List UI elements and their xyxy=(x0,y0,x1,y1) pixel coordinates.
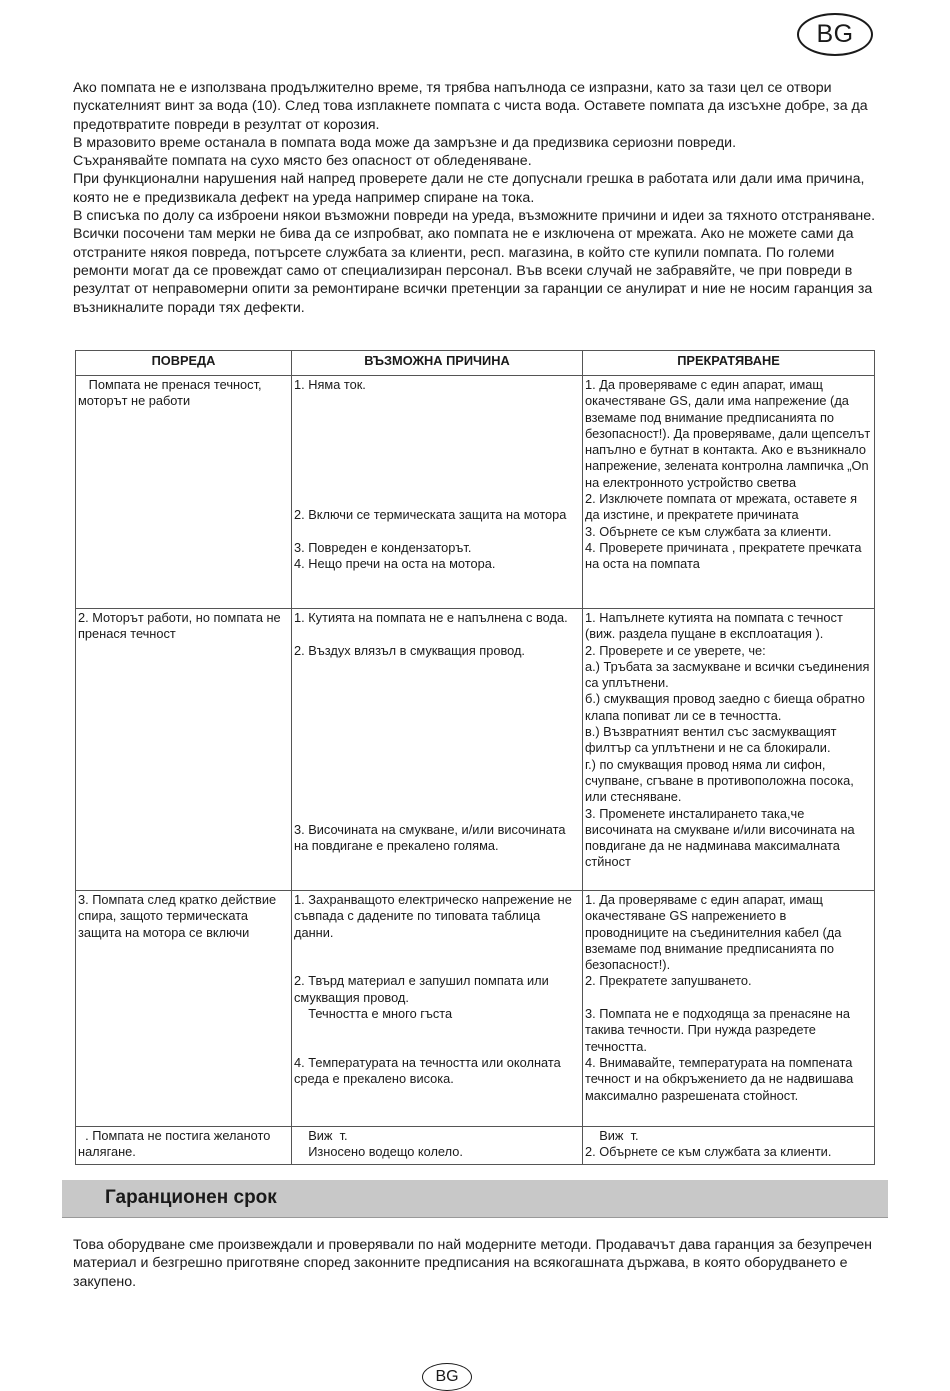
section-banner xyxy=(62,1180,888,1218)
cause-item: 3. Височината на смукване, и/или височината на повдигане е прекалено голяма. xyxy=(294,821,566,854)
cause-item: 3. Повреден е кондензаторът. xyxy=(294,539,472,555)
remedy-item: г.) по смукващия провод няма ли сифон, счупване, сгъване в противоположна посока, или стесняване. xyxy=(585,756,854,805)
column-header-fault: ПОВРЕДА xyxy=(76,351,292,376)
remedy-item: 2. Прекратете запушването. xyxy=(585,973,752,989)
cause-item: 1. Кутията на помпата не е напълнена с вода. xyxy=(294,610,568,625)
remedy-item: 3. Помпата не е подходяща за пренасяне на такива течности. При нужда разредете течността. xyxy=(585,1006,850,1054)
intro-paragraph: Съхранявайте помпата на сухо място без опасност от обледеняване. xyxy=(73,153,532,170)
remedy-cell xyxy=(583,376,875,609)
column-header-remedy: ПРЕКРАТЯВАНЕ xyxy=(583,351,875,376)
intro-paragraph: В мразовито време останала в помпата вода може да замръзне и да предизвика сериозни повреди. xyxy=(73,134,737,151)
remedy-item: 1. Напълнете кутията на помпата с течност (виж. раздела пущане в експлоатация ). xyxy=(585,610,843,642)
remedy-item: а.) Тръбата за засмукване и всички съединения са уплътнени. xyxy=(585,658,870,691)
table-row xyxy=(76,1127,875,1165)
cause-item: 4. Температурата на течността или околната среда е прекалено висока. xyxy=(294,1054,561,1087)
column-header-cause: ВЪЗМОЖНА ПРИЧИНА xyxy=(292,351,583,376)
cause-item: 2. Въздух влязъл в смукващия провод. xyxy=(294,642,525,658)
table-header-row xyxy=(76,351,875,376)
fault-text: Помпата не пренася течност, моторът не работи xyxy=(78,377,266,409)
fault-text: . Помпата не постига желаното налягане. xyxy=(78,1128,274,1160)
cause-cell xyxy=(292,891,583,1127)
remedy-item: 2. Обърнете се към службата за клиенти. xyxy=(585,1144,832,1160)
remedy-cell xyxy=(583,1127,875,1165)
intro-paragraph: При функционални нарушения най напред проверете дали не сте допуснали грешка в работата или дали има причина, която не е предизвикала дефект на уреда например спиране на тока. xyxy=(73,171,865,206)
remedy-item: 2. Изключете помпата от мрежата, оставете я да изстине, и прекратете причината xyxy=(585,491,858,523)
fault-text: 3. Помпата след кратко действие спира, защото термическата защита на мотора се включи xyxy=(78,892,277,940)
page-language-badge: BG xyxy=(422,1363,472,1391)
remedy-item: 3. Променете инсталирането така,че височината на смукване и/или височината на повдигане да не надминава максималната стйност xyxy=(585,805,855,870)
fault-cell xyxy=(76,891,292,1127)
language-badge: BG xyxy=(797,13,873,56)
fault-cell xyxy=(76,376,292,609)
fault-cell xyxy=(76,1127,292,1165)
table-row xyxy=(76,376,875,609)
section-title: Гаранционен срок xyxy=(105,1187,277,1208)
remedy-item: 4. Внимавайте, температурата на помпената течност и на обкръжението да не надвишава максимално разрешената стойност. xyxy=(585,1054,854,1103)
cause-item: Течността е много гъста xyxy=(294,1006,453,1022)
intro-paragraph: В списъка по долу са изброени някои възможни повреди на уреда, възможните причини и идеи за тяхното отстраняване. Всички посочени там мерки не бива да се изпробват, ако помпата не е изключена от мрежата. Ако не можете сами да отстраните някоя повреда, потърсете службата за клиенти, респ. магазина, в който сте купили помпата. По големи ремонти могат да се провеждат само от специализиран персонал. Във всеки случай не забравяйте, че при повреди в резултат от неправомерни опити за ремонтиране всички претенции за гаранции се анулират и ние не носим гаранция за възникналите поради тях дефекти. xyxy=(73,208,876,316)
cause-item: Износено водещо колело. xyxy=(294,1144,463,1160)
intro-text xyxy=(73,79,883,317)
remedy-item: 4. Проверете причината , прекратете пречката на оста на помпата xyxy=(585,539,862,572)
remedy-item: 3. Обърнете се към службата за клиенти. xyxy=(585,523,832,539)
cause-item: Виж т. xyxy=(294,1128,348,1143)
fault-text: 2. Моторът работи, но помпата не пренася течност xyxy=(78,610,281,642)
cause-item: 1. Няма ток. xyxy=(294,377,366,392)
warranty-text: Това оборудване сме произвеждали и проверявали по най модерните методи. Продавачът дава гаранция за безупречен материал и безгрешно приготвяне според законните предписания на всякогашната държава, в която оборудването е закупено. xyxy=(73,1237,872,1290)
remedy-cell xyxy=(583,891,875,1127)
remedy-item: 1. Да проверяваме с един апарат, имащ окачестяване GS напрежението в проводниците на съединителния кабел (да вземаме под внимание предписанията по безопасност!). xyxy=(585,892,842,973)
table-row xyxy=(76,609,875,891)
remedy-cell xyxy=(583,609,875,891)
cause-cell xyxy=(292,609,583,891)
fault-cell xyxy=(76,609,292,891)
cause-item: 2. Твърд материал е запушил помпата или смукващия провод. xyxy=(294,973,549,1005)
remedy-item: б.) смукващия провод заедно с биеща обратно клапа попиват ли се в течността. xyxy=(585,691,865,723)
cause-item: 4. Нещо пречи на оста на мотора. xyxy=(294,556,496,572)
cause-item: 2. Включи се термическата защита на мотора xyxy=(294,507,567,523)
remedy-item: 2. Проверете и се уверете, че: xyxy=(585,642,766,658)
table-row xyxy=(76,891,875,1127)
cause-item: 1. Захранващото електрическо напрежение не съвпада с дадените по типовата таблица данни. xyxy=(294,892,572,940)
cause-cell xyxy=(292,1127,583,1165)
cause-cell xyxy=(292,376,583,609)
troubleshooting-table xyxy=(75,350,875,1165)
remedy-item: в.) Възвратният вентил със засмукващият филтър са уплътнени и не са блокирали. xyxy=(585,724,837,756)
intro-paragraph: Ако помпата не е използвана продължително време, тя трябва напълнода се изпразни, като за тази цел се отвори пускателният винт за вода (10). След това изплакнете помпата с чиста вода. Оставете помпата да изсъхне добре, за да предотвратите повреди в резултат от корозия. xyxy=(73,80,868,133)
remedy-item: 1. Да проверяваме с един апарат, имащ окачестяване GS, дали има напрежение (да вземаме под внимание предписанията по безопасност!). Да проверяваме, дали щепселът напълно е бутнат в контакта. Ако е възникнало напрежение, зелената контролна лампичка „On на електронното устройство светва xyxy=(585,377,871,490)
remedy-item: Виж т. xyxy=(585,1128,639,1143)
